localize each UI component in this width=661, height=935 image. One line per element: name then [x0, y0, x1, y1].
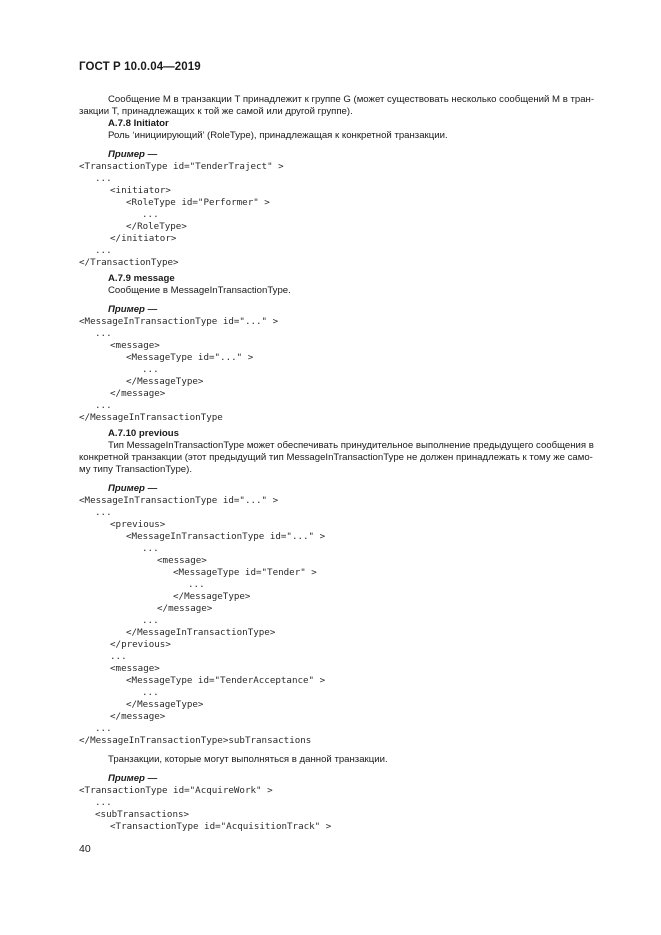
code-line: ... — [188, 579, 205, 590]
code-line: ... — [95, 173, 112, 184]
code-line: </message> — [110, 388, 166, 399]
code-line: <RoleType id="Performer" > — [126, 197, 270, 208]
code-line: <MessageInTransactionType id="..." > — [79, 316, 279, 327]
code-line: </MessageInTransactionType>subTransactions — [79, 735, 312, 746]
section-heading: A.7.10 previous — [108, 428, 179, 439]
code-line: <MessageType id="TenderAcceptance" > — [126, 675, 326, 686]
section-heading: A.7.9 message — [108, 273, 175, 284]
code-line: ... — [110, 651, 127, 662]
page-number: 40 — [79, 843, 91, 855]
code-line: <subTransactions> — [95, 809, 190, 820]
code-line: <message> — [110, 663, 160, 674]
paragraph-line: закции T, принадлежащих к той же самой или другой группе). — [79, 106, 353, 117]
code-line: <TransactionType id="AcquireWork" > — [79, 785, 273, 796]
code-line: ... — [95, 507, 112, 518]
example-label: Пример — — [108, 149, 158, 160]
code-line: ... — [142, 615, 159, 626]
code-line: ... — [95, 328, 112, 339]
example-label: Пример — — [108, 304, 158, 315]
code-line: </previous> — [110, 639, 171, 650]
code-line: <TransactionType id="TenderTraject" > — [79, 161, 284, 172]
code-line: <MessageType id="Tender" > — [173, 567, 317, 578]
code-line: <MessageType id="..." > — [126, 352, 254, 363]
code-line: ... — [95, 797, 112, 808]
code-line: </MessageType> — [173, 591, 251, 602]
paragraph-line: Роль ‘инициирующий’ (RoleType), принадлежащая к конкретной транзакции. — [108, 130, 448, 141]
code-line: </RoleType> — [126, 221, 187, 232]
code-line: </initiator> — [110, 233, 177, 244]
document-header: ГОСТ Р 10.0.04—2019 — [79, 61, 201, 73]
code-line: ... — [95, 400, 112, 411]
paragraph-line: Транзакции, которые могут выполняться в данной транзакции. — [108, 754, 388, 765]
code-line: ... — [95, 723, 112, 734]
paragraph-line: Сообщение M в транзакции T принадлежит к группе G (может существовать несколько сообщений M в тран- — [108, 94, 595, 105]
code-line: </MessageInTransactionType — [79, 412, 223, 423]
paragraph-line: Сообщение в MessageInTransactionType. — [108, 285, 291, 296]
code-line: ... — [142, 364, 159, 375]
code-line: ... — [142, 543, 159, 554]
code-line: ... — [95, 245, 112, 256]
code-line: <MessageInTransactionType id="..." > — [126, 531, 326, 542]
code-line: </TransactionType> — [79, 257, 179, 268]
code-line: <previous> — [110, 519, 166, 530]
code-line: ... — [142, 687, 159, 698]
paragraph-line: Тип MessageInTransactionType может обеспечивать принудительное выполнение предыдущего сообщения в — [108, 440, 594, 451]
code-line: <TransactionType id="AcquisitionTrack" > — [110, 821, 332, 832]
example-label: Пример — — [108, 773, 158, 784]
section-heading: A.7.8 Initiator — [108, 118, 169, 129]
code-line: </MessageType> — [126, 376, 204, 387]
paragraph-line: му типу TransactionType). — [79, 464, 193, 475]
code-line: ... — [142, 209, 159, 220]
code-line: <initiator> — [110, 185, 171, 196]
code-line: <message> — [157, 555, 207, 566]
code-line: </MessageType> — [126, 699, 204, 710]
code-line: </message> — [157, 603, 213, 614]
paragraph-line: конкретной транзакции (этот предыдущий тип MessageInTransactionType не должен принадлежать к тому же само- — [79, 452, 593, 463]
example-label: Пример — — [108, 483, 158, 494]
code-line: </message> — [110, 711, 166, 722]
code-line: </MessageInTransactionType> — [126, 627, 276, 638]
code-line: <MessageInTransactionType id="..." > — [79, 495, 279, 506]
code-line: <message> — [110, 340, 160, 351]
